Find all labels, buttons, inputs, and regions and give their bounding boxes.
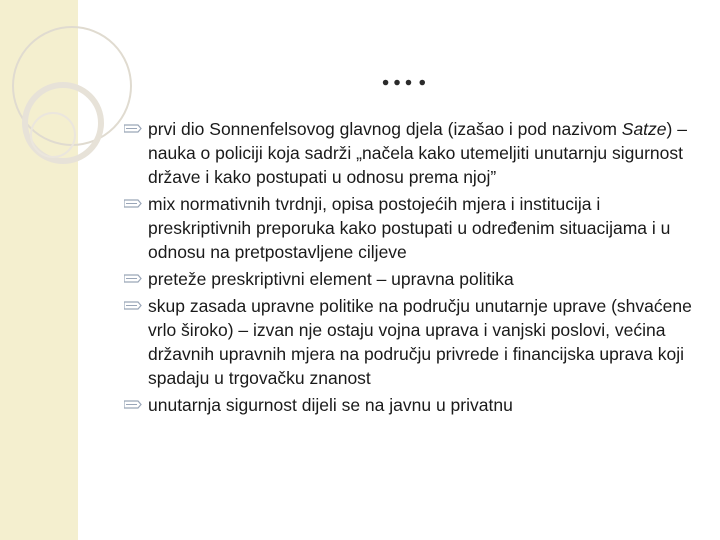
flag-bullet-icon [124, 301, 142, 310]
list-item [124, 117, 704, 189]
list-item [124, 267, 704, 291]
list-item [124, 393, 704, 417]
flag-bullet-icon [124, 274, 142, 283]
list-item [124, 192, 704, 264]
bullet-text: unutarnja sigurnost dijeli se na javnu u privatnu [148, 395, 513, 415]
flag-bullet-icon [124, 400, 142, 409]
decorative-ring [30, 112, 76, 158]
bullet-text-italic: Satze [621, 119, 667, 139]
flag-bullet-icon [124, 124, 142, 133]
bullet-text: skup zasada upravne politike na području unutarnje uprave (shvaćene vrlo široko) – izvan nje ostaju vojna uprava i vanjski poslovi, većina državnih upravnih mjera na području privrede i financijska uprava koji spadaju u trgovačku znanost [148, 296, 692, 388]
bullet-text: ) – nauka o policiji koja sadrži „načela kako utemeljiti unutarnju sigurnost države i kako postupati u odnosu prema njoj” [148, 119, 687, 187]
slide-title: …. [380, 56, 431, 93]
flag-bullet-icon [124, 199, 142, 208]
bullet-list [124, 117, 704, 417]
bullet-text: preteže preskriptivni element – upravna politika [148, 269, 514, 289]
list-item [124, 294, 704, 390]
bullet-text: mix normativnih tvrdnji, opisa postojećih mjera i institucija i preskriptivnih preporuka kako postupati u određenim situacijama i u odnosu na pretpostavljene ciljeve [148, 194, 671, 262]
bullet-text: prvi dio Sonnenfelsovog glavnog djela (izašao i pod nazivom [148, 119, 622, 139]
